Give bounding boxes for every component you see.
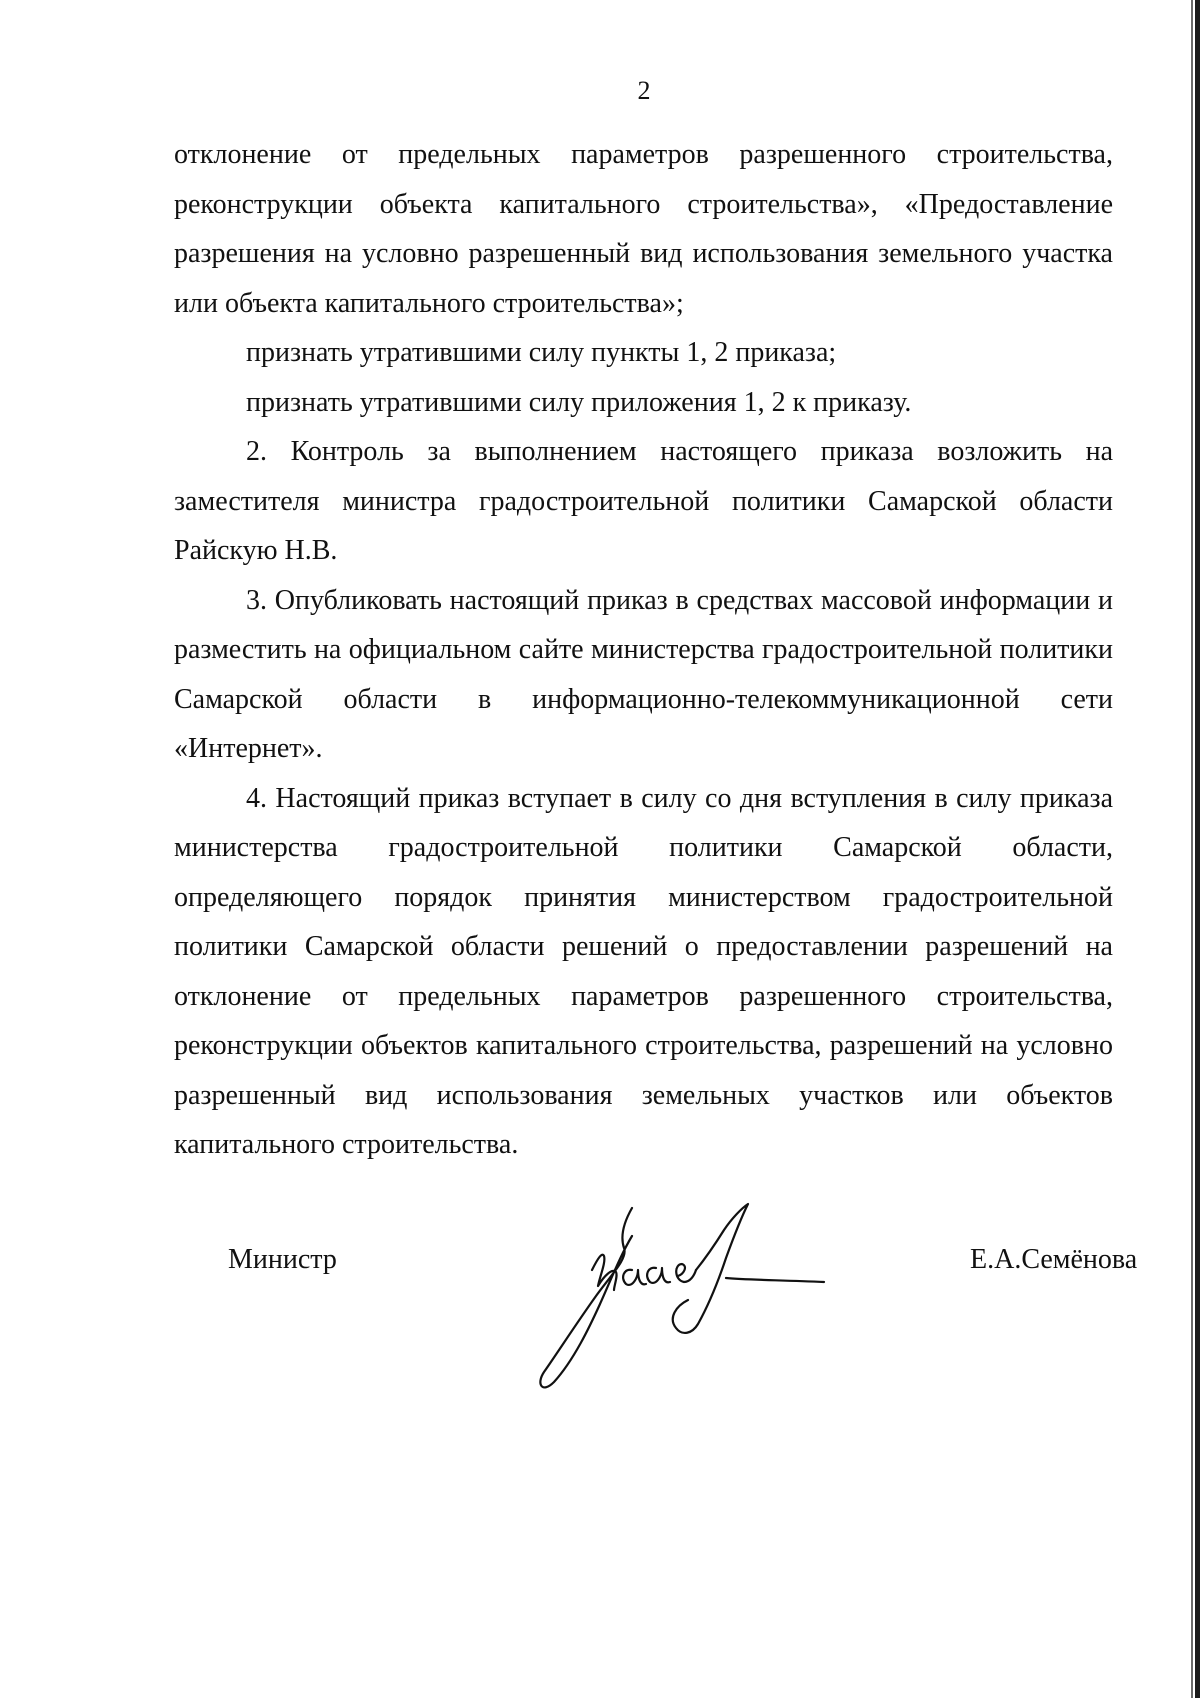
handwritten-signature <box>528 1196 838 1392</box>
page-number: 2 <box>637 76 651 105</box>
scan-edge <box>1195 0 1200 1698</box>
document-body <box>174 130 1113 1170</box>
paragraph-clause-3: 3. Опубликовать настоящий приказ в средствах массовой информации и разместить на официальном сайте министерства градостроительной политики Самарской области в информационно-телекоммуникационной сети «Интернет». <box>174 584 1113 764</box>
paragraph-clause-4: 4. Настоящий приказ вступает в силу со дня вступления в силу приказа министерства градостроительной политики Самарской области, определяющего порядок принятия министерством градостроительной политики Самарской области решений о предоставлении разрешений на отклонение от предельных параметров разрешенного строительства, реконструкции объектов капитального строительства, разрешений на условно разрешенный вид использования земельных участков или объектов капитального строительства. <box>174 782 1113 1160</box>
paragraph-item: признать утратившими силу пункты 1, 2 приказа; <box>246 337 837 368</box>
paragraph-item: признать утратившими силу приложения 1, 2 к приказу. <box>246 386 912 418</box>
signatory-position: Министр <box>228 1244 337 1275</box>
signatory-name: Е.А.Семёнова <box>970 1244 1138 1275</box>
paragraph-continuation: отклонение от предельных параметров разрешенного строительства, реконструкции объекта капитального строительства», «Предоставление разрешения на условно разрешенный вид использования земельного участка или объекта капитального строительства»; <box>174 139 1113 319</box>
paragraph-clause-2: 2. Контроль за выполнением настоящего приказа возложить на заместителя министра градостроительной политики Самарской области Райскую Н.В. <box>174 436 1113 566</box>
scan-edge-line <box>1191 0 1193 1698</box>
